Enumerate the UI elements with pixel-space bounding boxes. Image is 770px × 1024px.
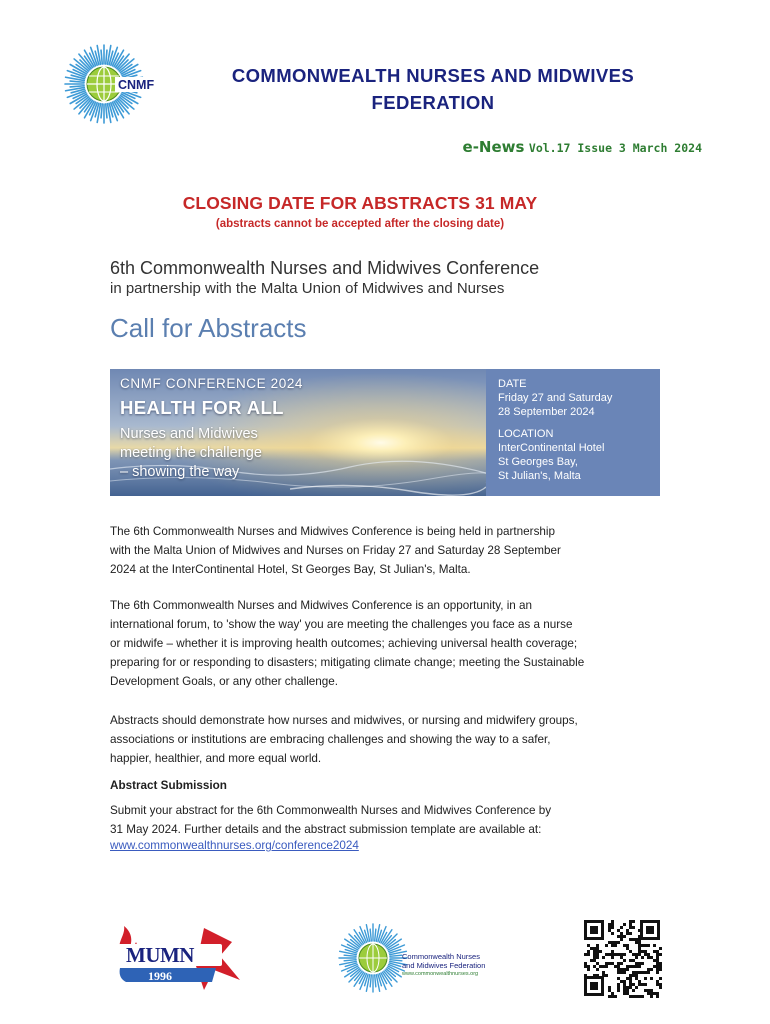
date-line1: Friday 27 and Saturday (498, 392, 613, 404)
federation-title (170, 62, 696, 116)
banner-info-panel (486, 369, 660, 496)
mumn-logo (108, 922, 250, 992)
paragraph-opportunity (110, 596, 670, 691)
location-line3: St Julian's, Malta (498, 470, 581, 482)
federation-title-line2: FEDERATION (371, 92, 495, 113)
cnmf-footer-name-line2: and Midwives Federation (402, 961, 486, 970)
paragraph-line: Submit your abstract for the 6th Commonwealth Nurses and Midwives Conference by (110, 804, 552, 817)
banner-subtitle-line3: – showing the way (120, 464, 240, 480)
conference-title: 6th Commonwealth Nurses and Midwives Conference (110, 258, 540, 278)
cnmf-footer-name (402, 952, 485, 970)
paragraph-line: 2024 at the InterContinental Hotel, St Georges Bay, St Julian's, Malta. (110, 563, 471, 576)
paragraph-line: 31 May 2024. Further details and the abstract submission template are available at: (110, 823, 542, 836)
closing-date-headline: CLOSING DATE FOR ABSTRACTS 31 MAY (182, 193, 538, 213)
logo-text: CNMF (118, 78, 155, 92)
paragraph-line: or midwife – whether it is improving health outcomes; achieving universal health coverage; (110, 637, 578, 650)
paragraph-line: Abstracts should demonstrate how nurses and midwives, or nursing and midwifery groups, (110, 714, 578, 727)
enews-label: e-News (462, 138, 525, 156)
abstract-submission-heading: Abstract Submission (110, 779, 227, 792)
date-line2: 28 September 2024 (498, 406, 595, 418)
cnmf-footer-url: www.commonwealthnurses.org (402, 971, 479, 977)
location-line2: St Georges Bay, (498, 456, 578, 468)
call-for-abstracts-heading: Call for Abstracts (110, 313, 307, 343)
paragraph-line: happier, healthier, and more equal world. (110, 752, 322, 765)
location-label: LOCATION (498, 428, 554, 440)
cnmf-footer-name-line1: Commonwealth Nurses (402, 952, 480, 961)
conference-link[interactable]: www.commonwealthnurses.org/conference2024 (110, 839, 359, 852)
paragraph-line: international forum, to 'show the way' you are meeting the challenges you face as a nurse (110, 618, 573, 631)
conference-banner (110, 369, 660, 496)
banner-subtitle-line2: meeting the challenge (120, 445, 262, 461)
paragraph-abstracts (110, 711, 670, 768)
qr-code[interactable] (582, 918, 662, 998)
paragraph-line: Development Goals, or any other challenge. (110, 675, 339, 688)
cnmf-logo (52, 44, 166, 124)
date-label: DATE (498, 378, 527, 390)
cnmf-footer-logo (338, 920, 508, 996)
sunrise-image (110, 369, 486, 496)
closing-date-subline: (abstracts cannot be accepted after the closing date) (215, 218, 505, 230)
paragraph-line: associations or institutions are embracing challenges and showing the way to a safer, (110, 733, 551, 746)
mumn-year: 1996 (148, 969, 172, 983)
banner-conference-label: CNMF CONFERENCE 2024 (120, 376, 304, 391)
paragraph-line: preparing for or responding to disasters; mitigating climate change; meeting the Sustainable (110, 656, 585, 669)
paragraph-line: The 6th Commonwealth Nurses and Midwives Conference is an opportunity, in an (110, 599, 533, 612)
issue-info: Vol.17 Issue 3 March 2024 (528, 141, 702, 155)
banner-theme: HEALTH FOR ALL (120, 397, 284, 418)
mumn-name: MUMN (126, 943, 194, 967)
conference-partner: in partnership with the Malta Union of Midwives and Nurses (110, 280, 505, 297)
paragraph-line: with the Malta Union of Midwives and Nurses on Friday 27 and Saturday 28 September (110, 544, 561, 557)
enews-issue-line (440, 138, 702, 157)
paragraph-line: The 6th Commonwealth Nurses and Midwives Conference is being held in partnership (110, 525, 556, 538)
location-line1: InterContinental Hotel (498, 442, 605, 454)
paragraph-submission (110, 801, 670, 839)
banner-subtitle-line1: Nurses and Midwives (120, 426, 258, 442)
federation-title-line1: COMMONWEALTH NURSES AND MIDWIVES (231, 65, 635, 86)
paragraph-intro (110, 522, 670, 579)
